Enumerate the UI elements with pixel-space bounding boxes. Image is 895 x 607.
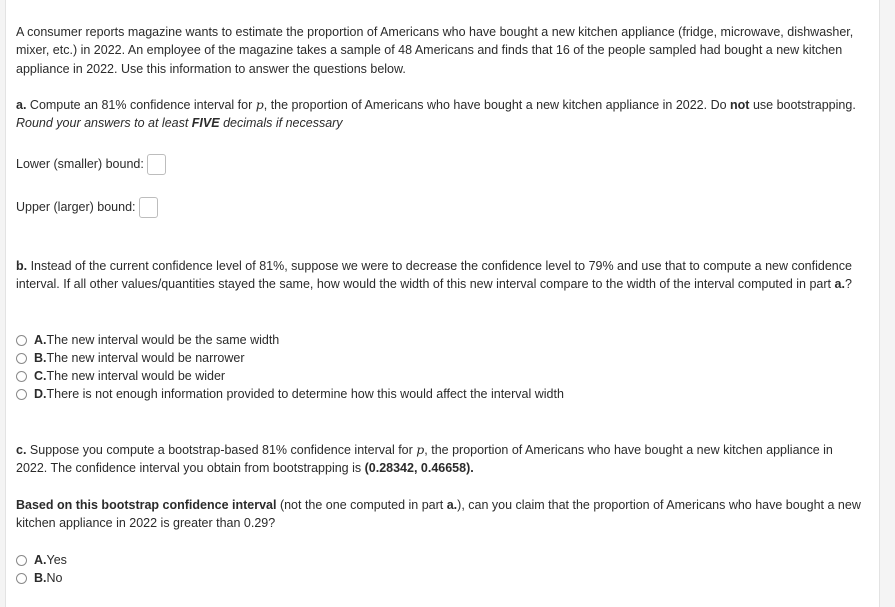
option-key: D.	[34, 387, 47, 401]
option-key: B.	[34, 571, 47, 585]
part-a-prompt	[16, 96, 864, 133]
part-a-text-3: use bootstrapping.	[749, 98, 856, 112]
radio-button[interactable]	[16, 335, 27, 346]
part-c-question	[16, 496, 864, 533]
radio-button[interactable]	[16, 371, 27, 382]
part-c-prompt	[16, 441, 864, 478]
round-pre: Round your answers to at least	[16, 116, 192, 131]
option-text: The new interval would be wider	[46, 369, 226, 383]
option-key: C.	[34, 369, 47, 383]
bootstrap-interval: (0.28342, 0.46658).	[364, 461, 474, 476]
part-c-letter: c.	[16, 443, 27, 457]
option-key: A.	[34, 553, 47, 567]
option-key: B.	[34, 351, 47, 365]
part-c-q-bold: Based on this bootstrap confidence interval	[16, 498, 277, 512]
part-c-q-ref: a.	[446, 498, 458, 512]
part-b-ref: a.	[834, 277, 845, 292]
lower-bound-label: Lower (smaller) bound:	[16, 157, 144, 171]
part-b-option-d[interactable]	[16, 385, 564, 403]
upper-bound-row	[16, 196, 158, 218]
part-c-text-1: Suppose you compute a bootstrap-based 81% confidence interval for	[26, 443, 417, 457]
lower-bound-input[interactable]	[147, 154, 166, 175]
round-post: decimals if necessary	[219, 116, 343, 131]
radio-button[interactable]	[16, 555, 27, 566]
part-b-option-c[interactable]	[16, 367, 225, 385]
part-b-option-a[interactable]	[16, 331, 279, 349]
part-c-q-text-2: ), can you claim that the proportion of Americans who have bought a new kitchen appliance in 2022 is greater than 0.29?	[16, 498, 861, 531]
upper-bound-label: Upper (larger) bound:	[16, 200, 136, 214]
option-text: Yes	[46, 553, 67, 567]
part-c-option-b[interactable]	[16, 569, 62, 587]
part-c-q-text-1: (not the one computed in part	[276, 498, 447, 512]
intro-paragraph: A consumer reports magazine wants to estimate the proportion of Americans who have bought a new kitchen appliance (fridge, microwave, dishwasher, mixer, etc.) in 2022. An employee of the magazine takes a sample of 48 Americans and finds that 16 of the people sampled had bought a new kitchen appliance in 2022. Use this information to answer the questions below.	[16, 25, 854, 76]
upper-bound-input[interactable]	[139, 197, 158, 218]
variable-p: p	[416, 442, 425, 457]
option-text: No	[46, 571, 63, 585]
option-text: There is not enough information provided to determine how this would affect the interval width	[46, 387, 564, 401]
part-a-letter: a.	[16, 98, 27, 112]
variable-p: p	[255, 97, 264, 112]
part-c-text-2: , the proportion of Americans who have bought a new kitchen appliance in 2022. The confidence interval you obtain from bootstrapping is	[16, 443, 833, 476]
lower-bound-row	[16, 153, 166, 175]
radio-button[interactable]	[16, 353, 27, 364]
part-a-text-2: , the proportion of Americans who have bought a new kitchen appliance in 2022. Do	[263, 98, 731, 112]
part-b-text: Instead of the current confidence level of 81%, suppose we were to decrease the confidence level to 79% and use that to compute a new confidence interval. If all other values/quantities stayed the same, how would the width of this new interval compare to the width of the interval computed in part	[16, 259, 852, 292]
part-b-prompt	[16, 257, 864, 294]
part-b-letter: b.	[16, 259, 28, 273]
part-a-round-instruction	[16, 116, 343, 130]
radio-button[interactable]	[16, 573, 27, 584]
option-key: A.	[34, 333, 47, 347]
part-c-option-a[interactable]	[16, 551, 67, 569]
part-a-text-1: Compute an 81% confidence interval for	[26, 98, 256, 112]
question-panel	[5, 0, 880, 607]
part-a-not: not	[730, 98, 750, 112]
part-b-end: ?	[844, 277, 852, 292]
radio-button[interactable]	[16, 389, 27, 400]
option-text: The new interval would be narrower	[46, 351, 245, 365]
part-b-option-b[interactable]	[16, 349, 245, 367]
option-text: The new interval would be the same width	[46, 333, 280, 347]
round-bold: FIVE	[191, 116, 220, 131]
